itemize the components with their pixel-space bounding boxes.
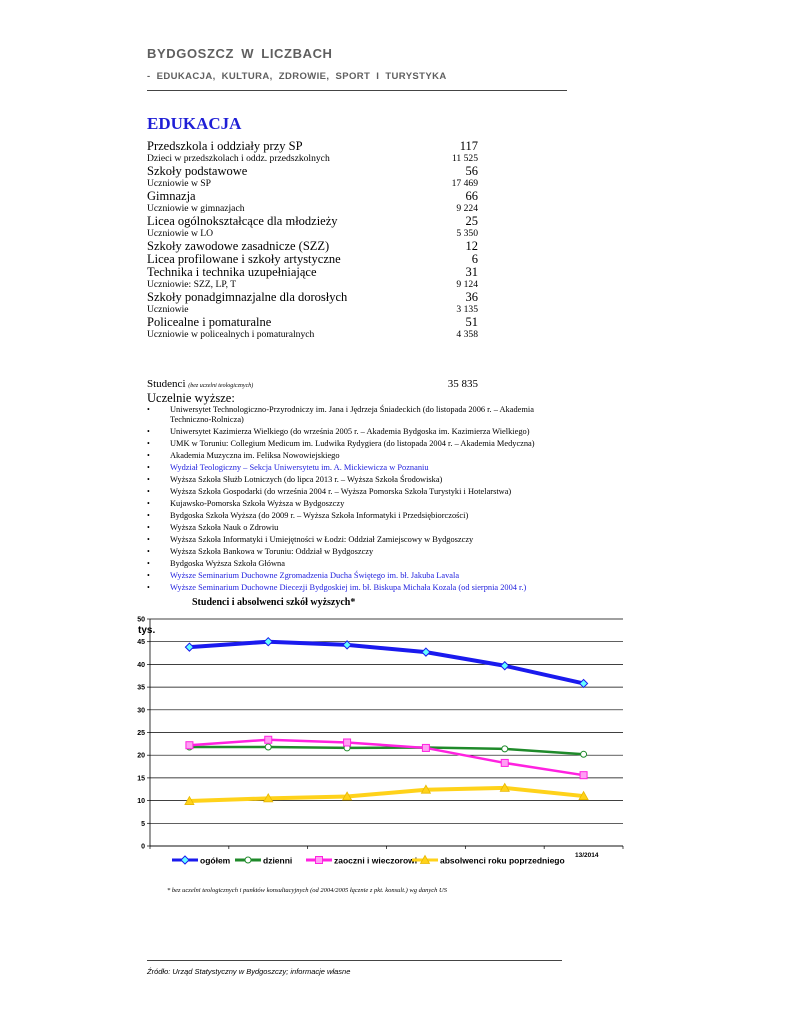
stat-label: Uczniowie w LO — [147, 228, 214, 239]
university-name: Akademia Muzyczna im. Feliksa Nowowiejskiego — [170, 451, 340, 461]
stat-label: Technika i technika uzupełniające — [147, 265, 317, 279]
university-item — [147, 547, 577, 557]
university-item — [147, 405, 577, 426]
y-tick-label: 25 — [137, 730, 145, 737]
y-tick-label: 5 — [141, 820, 145, 828]
data-point — [580, 772, 587, 779]
series-line-zaoczni-i-wieczorowi — [189, 740, 583, 775]
bullet-icon: • — [147, 405, 150, 414]
university-item — [147, 463, 577, 473]
university-name: Wyższa Szkoła Gospodarki (do września 2004 r. – Wyższa Pomorska Szkoła Turystyki i Hotelarstwa) — [170, 487, 512, 497]
stat-row — [147, 190, 481, 203]
stat-value: 5 350 — [456, 228, 478, 239]
university-item — [147, 439, 577, 449]
y-tick-label: 40 — [137, 661, 145, 669]
students-label-wrap — [147, 378, 253, 390]
stat-value: 31 — [465, 265, 478, 279]
stat-label: Uczniowie — [147, 304, 189, 315]
legend-marker — [181, 856, 189, 864]
university-name: UMK w Toruniu: Collegium Medicum im. Ludwika Rydygiera (do listopada 2004 r. – Akademia Medyczna) — [170, 439, 535, 449]
data-point — [501, 662, 509, 670]
stat-label: Policealne i pomaturalne — [147, 315, 272, 329]
data-point — [344, 739, 351, 746]
stat-row — [147, 316, 481, 329]
stat-label: Przedszkola i oddziały przy SP — [147, 139, 303, 153]
y-tick-label: 15 — [137, 775, 145, 783]
universities-list — [147, 405, 577, 595]
stat-label: Dzieci w przedszkolach i oddz. przedszkolnych — [147, 153, 330, 164]
stat-row — [147, 178, 481, 190]
bullet-icon: • — [147, 511, 150, 521]
bullet-icon: • — [147, 547, 150, 557]
chart-title: Studenci i absolwenci szkół wyższych* — [192, 597, 356, 608]
stat-value: 117 — [459, 139, 478, 153]
data-point — [344, 745, 350, 751]
stat-row — [147, 215, 481, 228]
section-title: EDUKACJA — [147, 114, 242, 133]
bullet-icon: • — [147, 571, 150, 581]
university-name: Kujawsko-Pomorska Szkoła Wyższa w Bydgoszczy — [170, 499, 345, 509]
university-item — [147, 487, 577, 497]
stat-label: Licea profilowane i szkoły artystyczne — [147, 252, 341, 266]
stat-label: Uczniowie w gimnazjach — [147, 203, 245, 214]
stat-value: 9 124 — [456, 279, 478, 290]
stat-row — [147, 140, 481, 153]
university-item — [147, 571, 577, 581]
footer-divider — [147, 960, 562, 961]
data-point — [421, 785, 430, 793]
bullet-icon: • — [147, 535, 150, 545]
university-item — [147, 559, 577, 569]
page-header-title: BYDGOSZCZ W LICZBACH — [147, 46, 333, 61]
university-item — [147, 475, 577, 485]
chart-footnote: * bez uczelni teologicznych i punktów konsultacyjnych (od 2004/2005 łącznie z pkt. konsult.) wg danych US — [167, 887, 447, 894]
stat-row — [147, 329, 481, 341]
university-item — [147, 499, 577, 509]
bullet-icon: • — [147, 523, 150, 533]
data-point — [185, 797, 194, 805]
data-point — [581, 751, 587, 757]
stat-row — [147, 291, 481, 304]
data-point — [264, 638, 272, 646]
y-tick-label: 30 — [137, 707, 145, 715]
legend-label: ogółem — [200, 855, 231, 866]
bullet-icon: • — [147, 583, 150, 593]
stat-value: 36 — [465, 290, 478, 304]
stat-label: Licea ogólnokształcące dla młodzieży — [147, 214, 338, 228]
bullet-icon: • — [147, 475, 150, 485]
stat-value: 66 — [465, 189, 478, 203]
university-name: Wyższa Szkoła Nauk o Zdrowiu — [170, 523, 279, 533]
data-point — [500, 783, 509, 791]
stat-value: 9 224 — [456, 203, 478, 214]
data-point — [502, 746, 508, 752]
series-line-dzienni — [189, 747, 583, 754]
stat-value: 3 135 — [456, 304, 478, 315]
x-category-label: 13/2014 — [575, 852, 599, 859]
university-item — [147, 451, 577, 461]
series-line-ogółem — [189, 642, 583, 684]
data-point — [186, 744, 192, 750]
stat-label: Uczniowie: SZZ, LP, T — [147, 279, 237, 290]
source-note: Źródło: Urząd Statystyczny w Bydgoszczy; informacje własne — [147, 967, 351, 976]
y-tick-label: 0 — [141, 843, 145, 851]
legend-label: absolwenci roku poprzedniego — [440, 855, 565, 866]
y-tick-label: 20 — [137, 752, 145, 760]
stat-value: 4 358 — [456, 329, 478, 340]
university-name: Wyższe Seminarium Duchowne Zgromadzenia Ducha Świętego im. bł. Jakuba Lavala — [170, 571, 460, 581]
header-divider — [147, 90, 567, 91]
y-tick-label: 10 — [137, 798, 145, 806]
students-row — [147, 378, 481, 390]
university-name: Wydział Teologiczny – Sekcja Uniwersytetu im. A. Mickiewicza w Poznaniu — [170, 463, 429, 473]
bullet-icon: • — [147, 451, 150, 461]
page-header-subtitle: - EDUKACJA, KULTURA, ZDROWIE, SPORT I TURYSTYKA — [147, 71, 447, 82]
universities-header: Uczelnie wyższe: — [147, 391, 235, 405]
data-point — [186, 742, 193, 749]
stat-value: 12 — [465, 239, 478, 253]
stat-value: 6 — [471, 252, 478, 266]
stat-row — [147, 165, 481, 178]
data-point — [501, 759, 508, 766]
university-name: Bydgoska Wyższa Szkoła Główna — [170, 559, 285, 569]
data-point — [265, 736, 272, 743]
bullet-icon: • — [147, 463, 150, 473]
legend-marker — [245, 857, 251, 863]
university-name: Wyższa Szkoła Bankowa w Toruniu: Oddział w Bydgoszczy — [170, 547, 374, 557]
stat-value: 17 469 — [451, 178, 478, 189]
university-item — [147, 511, 577, 521]
y-tick-label: 45 — [137, 639, 145, 647]
stat-label: Uczniowie w policealnych i pomaturalnych — [147, 329, 315, 340]
university-name: Uniwersytet Technologiczno-Przyrodniczy im. Jana i Jędrzeja Śniadeckich (do listopada 2006 r. – Akademia Techniczno-Rolnicza) — [170, 405, 534, 425]
bullet-icon: • — [147, 499, 150, 509]
education-stats-table — [147, 140, 481, 341]
university-item — [147, 535, 577, 545]
bullet-icon: • — [147, 439, 150, 449]
data-point — [185, 643, 193, 651]
y-tick-label: 50 — [137, 616, 145, 624]
data-point — [423, 744, 429, 750]
stat-value: 51 — [465, 315, 478, 329]
bullet-icon: • — [147, 487, 150, 497]
data-point — [264, 794, 273, 802]
legend-marker — [421, 856, 430, 864]
university-item — [147, 427, 577, 437]
university-name: Wyższa Szkoła Informatyki i Umiejętności w Łodzi: Oddział Zamiejscowy w Bydgoszczy — [170, 535, 474, 545]
students-label: Studenci — [147, 378, 186, 390]
legend-marker — [316, 857, 323, 864]
university-name: Wyższa Szkoła Służb Lotniczych (do lipca 2013 r. – Wyższa Szkoła Środowiska) — [170, 475, 443, 485]
university-item — [147, 523, 577, 533]
y-tick-label: 35 — [137, 684, 145, 692]
stat-label: Uczniowie w SP — [147, 178, 211, 189]
students-note: (bez uczelni teologicznych) — [188, 383, 254, 389]
bullet-icon: • — [147, 559, 150, 569]
stat-value: 56 — [465, 164, 478, 178]
stat-row — [147, 266, 481, 279]
stat-value: 25 — [465, 214, 478, 228]
data-point — [422, 744, 429, 751]
stat-label: Szkoły podstawowe — [147, 164, 248, 178]
legend-label: dzienni — [263, 855, 293, 866]
data-point — [265, 744, 271, 750]
university-name: Bydgoska Szkoła Wyższa (do 2009 r. – Wyższa Szkoła Informatyki i Przedsiębiorczości) — [170, 511, 469, 521]
university-item — [147, 583, 577, 593]
data-point — [343, 792, 352, 800]
data-point — [579, 792, 588, 800]
data-point — [422, 648, 430, 656]
bullet-icon: • — [147, 427, 150, 437]
students-value: 35 835 — [447, 378, 478, 390]
stat-value: 11 525 — [451, 153, 478, 164]
stat-label: Gimnazja — [147, 189, 196, 203]
y-axis-label: tys. — [138, 625, 156, 636]
stat-label: Szkoły zawodowe zasadnicze (SZZ) — [147, 239, 330, 253]
series-line-absolwenci-roku-poprzedniego — [189, 788, 583, 801]
legend-label: zaoczni i wieczorowi — [334, 855, 418, 866]
university-name: Wyższe Seminarium Duchowne Diecezji Bydgoskiej im. bł. Biskupa Michała Kozala (od sierpnia 2004 r.) — [170, 583, 527, 593]
university-name: Uniwersytet Kazimierza Wielkiego (do września 2005 r. – Akademia Bydgoska im. Kazimierza Wielkiego) — [170, 427, 530, 437]
data-point — [343, 641, 351, 649]
data-point — [580, 679, 588, 687]
stat-label: Szkoły ponadgimnazjalne dla dorosłych — [147, 290, 348, 304]
